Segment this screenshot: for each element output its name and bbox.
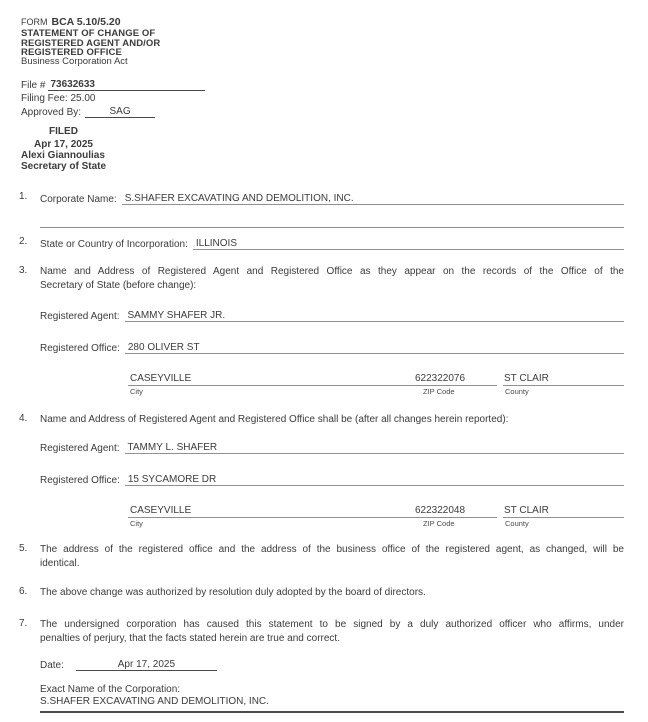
zip-code-label: ZIP Code — [423, 519, 455, 528]
approved-by-label: Approved By: — [21, 107, 82, 118]
item-7-affirmation-statement — [19, 618, 624, 645]
registered-office-label: Registered Office: — [40, 343, 120, 354]
after-agent-row — [40, 440, 624, 454]
item-7-text-line: penalties of perjury, that the facts stated herein are true and correct. — [40, 632, 340, 644]
state-of-incorporation-value: ILLINOIS — [193, 238, 624, 250]
item-2-state-of-incorporation — [19, 236, 624, 250]
approved-by-row — [21, 105, 155, 118]
filed-date: Apr 17, 2025 — [34, 139, 93, 150]
zip-code-label: ZIP Code — [423, 387, 455, 396]
item-number: 6. — [19, 586, 28, 597]
form-title — [21, 29, 160, 58]
item-number: 1. — [19, 191, 28, 202]
approved-by-value: SAG — [85, 106, 155, 118]
before-county-value: ST CLAIR — [504, 373, 549, 384]
before-office-row — [40, 340, 624, 354]
item-number: 7. — [19, 618, 28, 629]
date-value: Apr 17, 2025 — [76, 659, 217, 671]
act-subtitle: Business Corporation Act — [21, 56, 128, 67]
file-number-value: 73632633 — [48, 79, 205, 91]
item-7-text-line: The undersigned corporation has caused this statement to be signed by a duly authorized officer who affirms, under — [40, 619, 624, 630]
item-number: 5. — [19, 543, 28, 554]
city-zip-line — [128, 503, 497, 518]
file-number-label: File # — [21, 80, 46, 91]
date-label: Date: — [40, 660, 64, 671]
form-title-line: REGISTERED OFFICE — [21, 47, 122, 59]
county-label: County — [505, 519, 529, 528]
filed-stamp: FILED — [49, 126, 78, 137]
after-office-row — [40, 472, 624, 486]
corporate-name-value: S.SHAFER EXCAVATING AND DEMOLITION, INC. — [122, 193, 624, 205]
secretary-title: Secretary of State — [21, 161, 107, 172]
after-city-zip-county — [128, 503, 624, 528]
date-row — [40, 657, 217, 671]
after-zip-value: 622322048 — [415, 505, 466, 516]
before-city-zip-county — [128, 371, 624, 396]
item-5-text-line: The address of the registered office and the address of the business office of the registered agent, as changed, will be — [40, 544, 624, 555]
registered-office-label: Registered Office: — [40, 475, 120, 486]
after-registered-agent-value: TAMMY L. SHAFER — [125, 442, 625, 454]
item-4-after-change — [19, 413, 624, 427]
exact-name-value: S.SHAFER EXCAVATING AND DEMOLITION, INC. — [40, 696, 624, 713]
secretary-name: Alexi Giannoulias — [21, 150, 105, 161]
before-city-value: CASEYVILLE — [130, 373, 192, 384]
county-label: County — [505, 387, 529, 396]
item-number: 4. — [19, 413, 28, 424]
item-number: 2. — [19, 236, 28, 247]
item-5-identical-statement — [19, 543, 624, 570]
registered-agent-label: Registered Agent: — [40, 311, 120, 322]
item-6-authorization-statement — [19, 586, 624, 600]
before-registered-agent-value: SAMMY SHAFER JR. — [125, 310, 625, 322]
item-1-corporate-name — [19, 191, 624, 205]
city-zip-line — [128, 371, 497, 386]
state-of-incorporation-label: State or Country of Incorporation: — [40, 239, 188, 250]
item-3-text-line: Name and Address of Registered Agent and Registered Office as they appear on the records of the Office of the — [40, 266, 624, 277]
item-3-text-line: Secretary of State (before change): — [40, 279, 197, 291]
after-registered-office-value: 15 SYCAMORE DR — [125, 474, 624, 486]
form-id-line — [21, 16, 121, 28]
county-line — [503, 503, 624, 518]
city-label: City — [130, 387, 143, 396]
registered-agent-label: Registered Agent: — [40, 443, 120, 454]
file-number-row — [21, 78, 206, 91]
item-4-text-line: Name and Address of Registered Agent and Registered Office shall be (after all changes herein reported): — [40, 414, 509, 425]
after-city-value: CASEYVILLE — [130, 505, 192, 516]
item-6-text-line: The above change was authorized by resolution duly adopted by the board of directors. — [40, 587, 426, 598]
filing-fee-row: Filing Fee: 25.00 — [21, 93, 96, 104]
form-title-line: STATEMENT OF CHANGE OF — [21, 28, 156, 39]
before-zip-value: 622322076 — [415, 373, 466, 384]
city-label: City — [130, 519, 143, 528]
item-5-text-line: identical. — [40, 557, 80, 569]
form-title-line: REGISTERED AGENT AND/OR — [21, 37, 161, 49]
before-agent-row — [40, 308, 624, 322]
form-label: FORM — [21, 17, 48, 27]
corporate-name-label: Corporate Name: — [40, 194, 117, 205]
item-number: 3. — [19, 265, 28, 276]
before-registered-office-value: 280 OLIVER ST — [125, 342, 624, 354]
county-line — [503, 371, 624, 386]
corporate-name-blank-line — [40, 215, 624, 228]
after-county-value: ST CLAIR — [504, 505, 549, 516]
item-3-before-change — [19, 265, 624, 292]
form-number: BCA 5.10/5.20 — [51, 16, 121, 28]
exact-name-label: Exact Name of the Corporation: — [40, 684, 181, 695]
